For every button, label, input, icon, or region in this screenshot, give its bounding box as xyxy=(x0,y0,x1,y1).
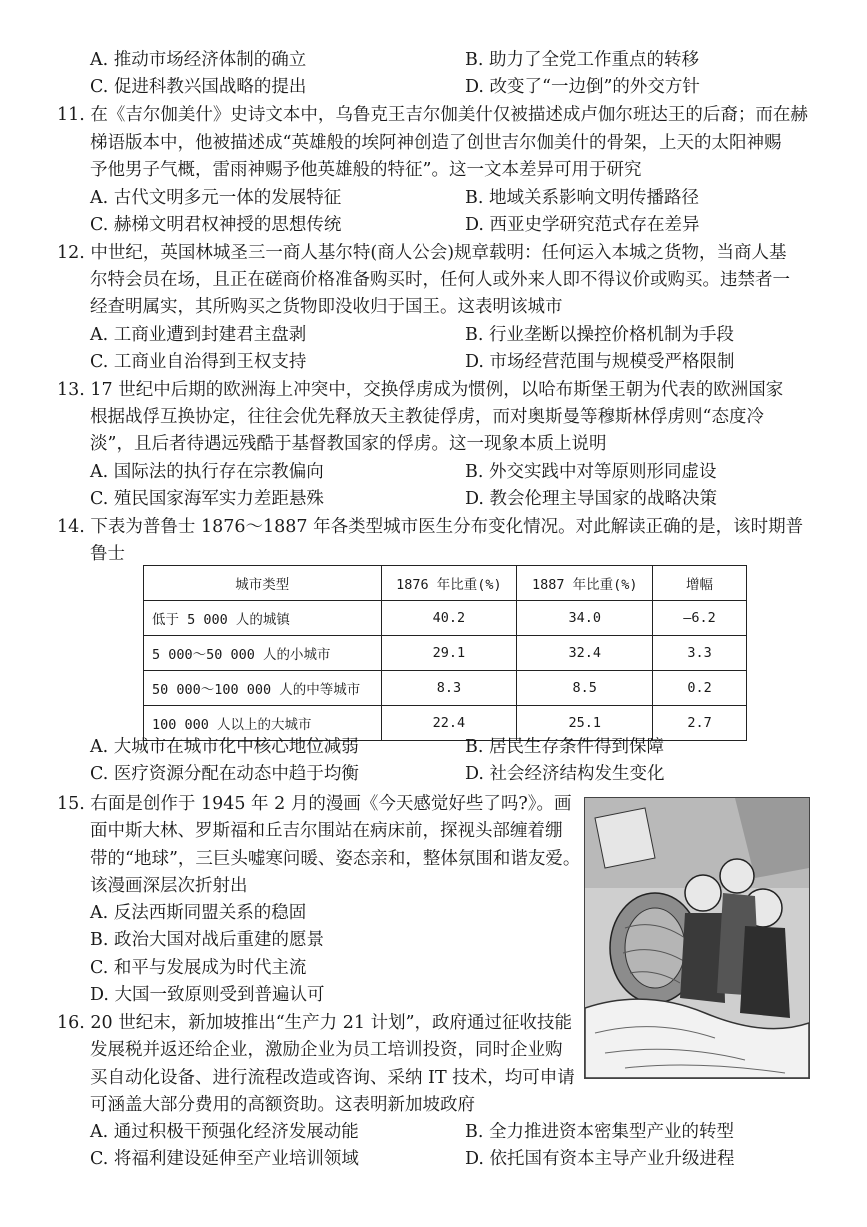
q14-stem-line1: 14. 下表为普鲁士 1876～1887 年各类型城市医生分布变化情况。对此解读正确的是，该时期普 xyxy=(57,517,804,537)
q13-stem-line2: 根据战俘互换协定，往往会优先释放天主教徒俘虏，而对奥斯曼等穆斯林俘虏则“态度冷 xyxy=(90,407,764,427)
q14-option-c: C. 医疗资源分配在动态中趋于均衡 xyxy=(90,764,359,784)
q11-stem-line1: 11. 在《吉尔伽美什》史诗文本中，乌鲁克王吉尔伽美什仅被描述成卢伽尔班达王的后裔；而在赫 xyxy=(57,105,808,125)
q15-stem-line3: 带的“地球”，三巨头嘘寒问暖、姿态亲和，整体氛围和谐友爱。 xyxy=(90,849,581,869)
q16-stem-line2: 发展税并返还给企业，激励企业为员工培训投资，同时企业购 xyxy=(90,1040,563,1060)
q11-stem-line3: 予他男子气概，雷雨神赐予他英雄般的特征”。这一文本差异可用于研究 xyxy=(90,160,642,180)
q11-stem-line2: 梯语版本中，他被描述成“英雄般的埃阿神创造了创世吉尔伽美什的骨架，上天的太阳神赐 xyxy=(90,133,782,153)
table-cell: 100 000 人以上的大城市 xyxy=(144,706,382,741)
q12-stem-line3: 经查明属实，其所购买之货物即没收归于国王。这表明该城市 xyxy=(90,297,563,317)
table-header: 城市类型 xyxy=(144,566,382,601)
q16-option-b: B. 全力推进资本密集型产业的转型 xyxy=(465,1122,734,1142)
q14-option-a: A. 大城市在城市化中核心地位减弱 xyxy=(90,737,359,757)
table-cell: 8.3 xyxy=(381,671,517,706)
table-cell: 40.2 xyxy=(381,601,517,636)
q15-stem-line4: 该漫画深层次折射出 xyxy=(90,876,248,896)
q14-option-b: B. 居民生存条件得到保障 xyxy=(465,737,664,757)
table-cell: 5 000～50 000 人的小城市 xyxy=(144,636,382,671)
q12-stem-line2: 尔特会员在场，且正在磋商价格准备购买时，任何人或外来人即不得议价或购买。违禁者一 xyxy=(90,270,790,290)
table-header: 1887 年比重(%) xyxy=(517,566,653,601)
table-cell: 2.7 xyxy=(653,706,747,741)
table-header-row xyxy=(144,566,747,601)
q13-option-c: C. 殖民国家海军实力差距悬殊 xyxy=(90,489,324,509)
q12-stem-line1: 12. 中世纪，英国林城圣三一商人基尔特(商人公会)规章载明：任何运入本城之货物，当商人基 xyxy=(57,243,787,263)
q16-stem-line3: 买自动化设备、进行流程改造或咨询、采纳 IT 技术，均可申请 xyxy=(90,1068,575,1088)
q10-option-a: A. 推动市场经济体制的确立 xyxy=(90,50,307,70)
q12-option-c: C. 工商业自治得到王权支持 xyxy=(90,352,307,372)
q10-option-c: C. 促进科教兴国战略的提出 xyxy=(90,77,307,97)
q15-stem-line1: 15. 右面是创作于 1945 年 2 月的漫画《今天感觉好些了吗?》。画 xyxy=(57,794,572,814)
q14-option-d: D. 社会经济结构发生变化 xyxy=(465,764,665,784)
table-header: 1876 年比重(%) xyxy=(381,566,517,601)
q11-option-d: D. 西亚史学研究范式存在差异 xyxy=(465,215,700,235)
q12-option-d: D. 市场经营范围与规模受严格限制 xyxy=(465,352,735,372)
q11-option-b: B. 地域关系影响文明传播路径 xyxy=(465,188,699,208)
table-cell: 29.1 xyxy=(381,636,517,671)
q12-option-b: B. 行业垄断以操控价格机制为手段 xyxy=(465,325,734,345)
q15-stem-line2: 面中斯大林、罗斯福和丘吉尔围站在病床前，探视头部缠着绷 xyxy=(90,821,563,841)
q13-option-a: A. 国际法的执行存在宗教偏向 xyxy=(90,462,324,482)
table-row xyxy=(144,636,747,671)
table-cell: 低于 5 000 人的城镇 xyxy=(144,601,382,636)
q16-option-a: A. 通过积极干预强化经济发展动能 xyxy=(90,1122,359,1142)
q16-stem-line1: 16. 20 世纪末，新加坡推出“生产力 21 计划”，政府通过征收技能 xyxy=(57,1013,573,1033)
q15-option-c: C. 和平与发展成为时代主流 xyxy=(90,958,307,978)
table-row xyxy=(144,601,747,636)
q10-option-b: B. 助力了全党工作重点的转移 xyxy=(465,50,699,70)
q16-stem-line4: 可涵盖大部分费用的高额资助。这表明新加坡政府 xyxy=(90,1095,475,1115)
table-cell: 32.4 xyxy=(517,636,653,671)
table-cell: 25.1 xyxy=(517,706,653,741)
q16-option-d: D. 依托国有资本主导产业升级进程 xyxy=(465,1149,735,1169)
q10-option-d: D. 改变了“一边倒”的外交方针 xyxy=(465,77,700,97)
table-header: 增幅 xyxy=(653,566,747,601)
table-cell: 22.4 xyxy=(381,706,517,741)
q11-option-c: C. 赫梯文明君权神授的思想传统 xyxy=(90,215,342,235)
table-cell: 3.3 xyxy=(653,636,747,671)
q15-option-b: B. 政治大国对战后重建的愿景 xyxy=(90,930,324,950)
doctor-distribution-table xyxy=(143,565,747,741)
q13-option-d: D. 教会伦理主导国家的战略决策 xyxy=(465,489,718,509)
cartoon-drawing xyxy=(585,798,809,1078)
q16-option-c: C. 将福利建设延伸至产业培训领域 xyxy=(90,1149,359,1169)
q12-option-a: A. 工商业遭到封建君主盘剥 xyxy=(90,325,307,345)
table-cell: 34.0 xyxy=(517,601,653,636)
q13-stem-line1: 13. 17 世纪中后期的欧洲海上冲突中，交换俘虏成为惯例，以哈布斯堡王朝为代表的欧洲国家 xyxy=(57,380,784,400)
q15-option-a: A. 反法西斯同盟关系的稳固 xyxy=(90,903,307,923)
table-cell: 8.5 xyxy=(517,671,653,706)
q13-option-b: B. 外交实践中对等原则形同虚设 xyxy=(465,462,717,482)
table-cell: —6.2 xyxy=(653,601,747,636)
table-row xyxy=(144,671,747,706)
q13-stem-line3: 淡”，且后者待遇远残酷于基督教国家的俘虏。这一现象本质上说明 xyxy=(90,434,607,454)
q15-option-d: D. 大国一致原则受到普遍认可 xyxy=(90,985,325,1005)
table-cell: 0.2 xyxy=(653,671,747,706)
cartoon-image xyxy=(584,797,810,1079)
table-cell: 50 000～100 000 人的中等城市 xyxy=(144,671,382,706)
q11-option-a: A. 古代文明多元一体的发展特征 xyxy=(90,188,342,208)
q14-stem-line2: 鲁士 xyxy=(90,544,125,564)
